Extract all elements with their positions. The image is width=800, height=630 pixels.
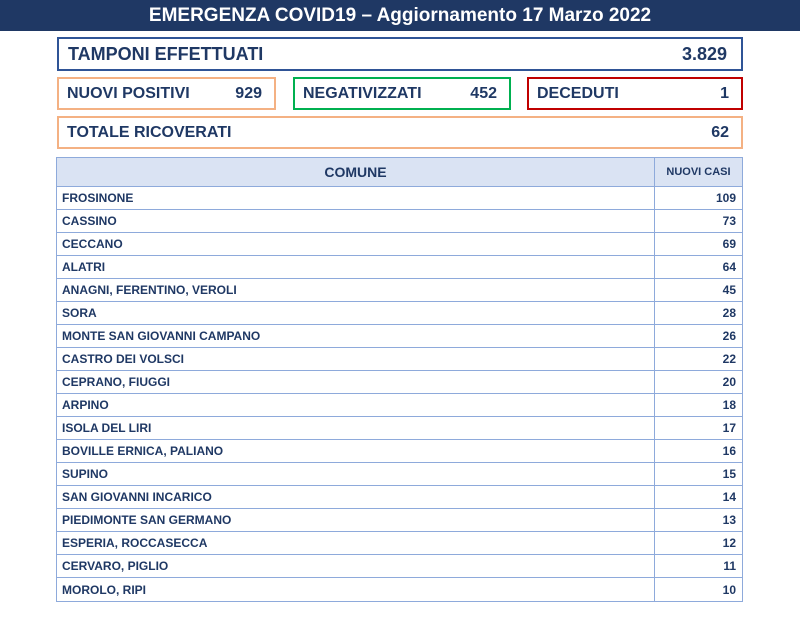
comune-cell: CASTRO DEI VOLSCI	[57, 348, 655, 370]
table-row	[57, 394, 742, 417]
page-title: EMERGENZA COVID19 – Aggiornamento 17 Marzo 2022	[148, 4, 652, 26]
deceduti-value: 1	[720, 84, 729, 102]
nuovi-casi-cell: 16	[722, 444, 736, 458]
tamponi-label: TAMPONI EFFETTUATI	[68, 43, 264, 64]
table-row	[57, 325, 742, 348]
nuovi-casi-cell: 45	[722, 283, 736, 297]
nuovi-casi-cell: 64	[722, 260, 736, 274]
deceduti-label: DECEDUTI	[537, 84, 619, 102]
nuovi-casi-cell: 14	[722, 490, 736, 504]
nuovi-positivi-label: NUOVI POSITIVI	[67, 84, 190, 102]
nuovi-casi-cell: 109	[715, 191, 736, 205]
nuovi-casi-cell: 69	[722, 237, 736, 251]
table-row	[57, 486, 742, 509]
tamponi-box	[57, 37, 743, 71]
comune-cell: CEPRANO, FIUGGI	[57, 371, 655, 393]
column-header-nuovi-casi: NUOVI CASI	[666, 166, 731, 178]
table-row	[57, 210, 742, 233]
nuovi-casi-cell: 17	[722, 421, 736, 435]
comune-cell: ARPINO	[57, 394, 655, 416]
page-title-bar	[0, 0, 800, 31]
comune-cell: CASSINO	[57, 210, 655, 232]
comune-cell: SAN GIOVANNI INCARICO	[57, 486, 655, 508]
table-row	[57, 509, 742, 532]
comune-cell: ANAGNI, FERENTINO, VEROLI	[57, 279, 655, 301]
comune-cell: CERVARO, PIGLIO	[57, 555, 655, 577]
ricoverati-label: TOTALE RICOVERATI	[67, 123, 232, 141]
negativizzati-label: NEGATIVIZZATI	[303, 84, 422, 102]
table-body	[57, 187, 742, 601]
table-row	[57, 555, 742, 578]
table-row	[57, 417, 742, 440]
table-row	[57, 256, 742, 279]
comune-cell: BOVILLE ERNICA, PALIANO	[57, 440, 655, 462]
nuovi-positivi-box	[57, 77, 276, 110]
nuovi-casi-cell: 22	[722, 352, 736, 366]
negativizzati-value: 452	[470, 84, 497, 102]
table-row	[57, 463, 742, 486]
comuni-table	[56, 157, 743, 602]
table-row	[57, 440, 742, 463]
nuovi-casi-cell: 10	[722, 582, 736, 597]
table-row	[57, 578, 742, 601]
table-header	[57, 158, 742, 187]
ricoverati-box	[57, 116, 743, 149]
tamponi-value: 3.829	[681, 43, 727, 64]
comune-cell: ESPERIA, ROCCASECCA	[57, 532, 655, 554]
comune-cell: ISOLA DEL LIRI	[57, 417, 655, 439]
comune-cell: MONTE SAN GIOVANNI CAMPANO	[57, 325, 655, 347]
comune-cell: PIEDIMONTE SAN GERMANO	[57, 509, 655, 531]
nuovi-casi-cell: 12	[722, 536, 736, 550]
negativizzati-box	[293, 77, 511, 110]
nuovi-casi-cell: 26	[722, 329, 736, 343]
nuovi-positivi-value: 929	[235, 84, 262, 102]
table-row	[57, 532, 742, 555]
nuovi-casi-cell: 18	[722, 398, 736, 412]
nuovi-casi-cell: 73	[722, 214, 736, 228]
comune-cell: FROSINONE	[57, 187, 655, 209]
nuovi-casi-cell: 11	[723, 559, 736, 573]
comune-cell: ALATRI	[57, 256, 655, 278]
comune-cell: CECCANO	[57, 233, 655, 255]
nuovi-casi-cell: 20	[722, 375, 736, 389]
nuovi-casi-cell: 28	[722, 306, 736, 320]
nuovi-casi-cell: 13	[722, 513, 736, 527]
table-row	[57, 302, 742, 325]
table-row	[57, 279, 742, 302]
comune-cell: SORA	[57, 302, 655, 324]
comune-cell: SUPINO	[57, 463, 655, 485]
table-row	[57, 348, 742, 371]
table-row	[57, 233, 742, 256]
deceduti-box	[527, 77, 743, 110]
comune-cell: MOROLO, RIPI	[57, 578, 655, 601]
nuovi-casi-cell: 15	[722, 467, 736, 481]
table-row	[57, 371, 742, 394]
ricoverati-value: 62	[711, 123, 729, 141]
column-header-comune: COMUNE	[57, 158, 655, 186]
table-row	[57, 187, 742, 210]
